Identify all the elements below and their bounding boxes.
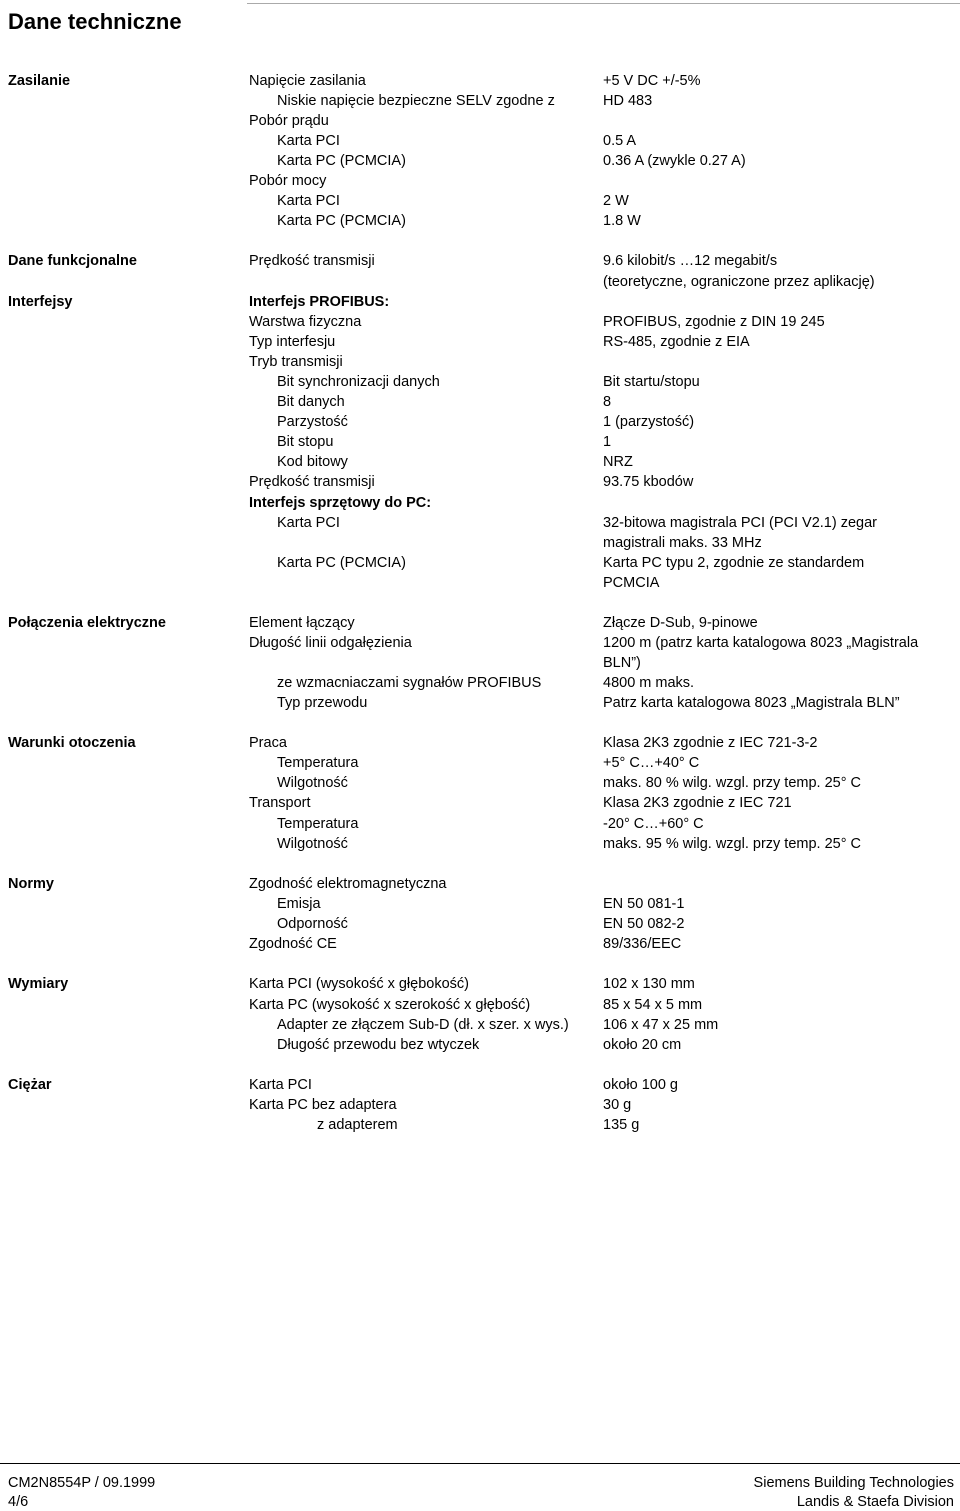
spec-row [0,312,960,332]
spec-row [0,693,960,713]
spec-value: 30 g [603,1097,632,1113]
spec-row [0,272,960,292]
spec-label: Karta PC (wysokość x szerokość x głębość) [249,997,531,1013]
spec-value: EN 50 081-1 [603,896,685,912]
spec-label: Karta PC (PCMCIA) [277,555,406,571]
spec-label: Parzystość [277,414,348,430]
section-wymiary: Wymiary [8,976,69,992]
spec-label: z adapterem [317,1117,398,1133]
spec-label: Tryb transmisji [249,354,343,370]
spec-row [0,753,960,773]
spec-value: -20° C…+60° C [603,816,704,832]
spec-value: 4800 m maks. [603,675,695,691]
spec-row [0,914,960,934]
spec-label: Karta PCI [277,193,340,209]
spec-label: Element łączący [249,615,355,631]
spec-row [0,211,960,231]
spec-value: 1200 m (patrz karta katalogowa 8023 „Magistrala [603,635,919,651]
spec-value: RS-485, zgodnie z EIA [603,334,750,350]
spec-value: EN 50 082-2 [603,916,685,932]
spec-label: Kod bitowy [277,454,348,470]
spec-row [0,814,960,834]
spec-value: Złącze D-Sub, 9-pinowe [603,615,758,631]
spec-row [0,392,960,412]
spec-row [0,573,960,593]
spec-row [0,995,960,1015]
spec-label: Prędkość transmisji [249,253,375,269]
spec-value: 102 x 130 mm [603,976,695,992]
spec-value: maks. 95 % wilg. wzgl. przy temp. 25° C [603,836,862,852]
spec-row [0,372,960,392]
spec-row [0,834,960,854]
spec-label: Wilgotność [277,836,348,852]
spec-value: magistrali maks. 33 MHz [603,535,762,551]
spec-row [0,171,960,191]
spec-value: około 100 g [603,1077,678,1093]
section-warunki: Warunki otoczenia [8,735,136,751]
spec-row [0,974,960,994]
spec-row [0,1075,960,1095]
spec-row [0,1015,960,1035]
spec-row [0,894,960,914]
spec-label: Odporność [277,916,348,932]
spec-value: HD 483 [603,93,653,109]
spec-label: Typ przewodu [277,695,368,711]
spec-row [0,653,960,673]
spec-label: ze wzmacniaczami sygnałów PROFIBUS [277,675,542,691]
spec-value: +5° C…+40° C [603,755,700,771]
spec-row [0,733,960,753]
spec-value: 89/336/EEC [603,936,682,952]
spec-value: BLN”) [603,655,641,671]
spec-row [0,412,960,432]
spec-value: 0.5 A [603,133,637,149]
spec-value: Patrz karta katalogowa 8023 „Magistrala BLN” [603,695,900,711]
spec-label: Karta PC (PCMCIA) [277,213,406,229]
page-title: Dane techniczne [8,9,182,34]
top-rule [247,3,960,4]
spec-row [0,352,960,372]
spec-label: Warstwa fizyczna [249,314,362,330]
spec-value: +5 V DC +/-5% [603,73,701,89]
spec-row [0,613,960,633]
footer-company: Siemens Building Technologies [753,1475,954,1491]
spec-row [0,513,960,533]
spec-label: Karta PC (PCMCIA) [277,153,406,169]
spec-label: Karta PCI [249,1077,312,1093]
spec-label: Interfejs PROFIBUS: [249,294,390,310]
section-interfejsy: Interfejsy [8,294,73,310]
spec-label: Długość linii odgałęzienia [249,635,412,651]
spec-row [0,111,960,131]
spec-row [0,874,960,894]
spec-value: 9.6 kilobit/s …12 megabit/s [603,253,778,269]
spec-value: 85 x 54 x 5 mm [603,997,703,1013]
spec-label: Bit synchronizacji danych [277,374,440,390]
section-dane-funkcjonalne: Dane funkcjonalne [8,253,137,269]
spec-label: Wilgotność [277,775,348,791]
spec-value: maks. 80 % wilg. wzgl. przy temp. 25° C [603,775,862,791]
spec-value: Klasa 2K3 zgodnie z IEC 721-3-2 [603,735,818,751]
spec-label: Niskie napięcie bezpieczne SELV zgodne z [277,93,555,109]
spec-value: 2 W [603,193,629,209]
spec-label: Transport [249,795,311,811]
spec-label: Zgodność elektromagnetyczna [249,876,447,892]
spec-label: Napięcie zasilania [249,73,366,89]
spec-row [0,91,960,111]
spec-row [0,553,960,573]
section-polaczenia: Połączenia elektryczne [8,615,166,631]
spec-value: 0.36 A (zwykle 0.27 A) [603,153,746,169]
spec-row [0,1035,960,1055]
spec-value: 1 (parzystość) [603,414,695,430]
spec-row [0,472,960,492]
spec-row [0,191,960,211]
spec-label: Prędkość transmisji [249,474,375,490]
section-ciezar: Ciężar [8,1077,52,1093]
spec-value: 32-bitowa magistrala PCI (PCI V2.1) zegar [603,515,877,531]
spec-label: Typ interfesju [249,334,336,350]
spec-label: Emisja [277,896,321,912]
spec-label: Praca [249,735,287,751]
spec-label: Pobór mocy [249,173,327,189]
spec-row [0,251,960,271]
spec-value: NRZ [603,454,633,470]
spec-value: 93.75 kbodów [603,474,694,490]
spec-row [0,1095,960,1115]
spec-row [0,493,960,513]
spec-label: Zgodność CE [249,936,337,952]
spec-value: 1.8 W [603,213,641,229]
spec-label: Pobór prądu [249,113,329,129]
spec-label: Karta PC bez adaptera [249,1097,397,1113]
spec-label: Interfejs sprzętowy do PC: [249,495,432,511]
spec-row [0,292,960,312]
spec-label: Karta PCI (wysokość x głębokość) [249,976,469,992]
spec-value: około 20 cm [603,1037,682,1053]
spec-value: 1 [603,434,612,450]
spec-row [0,533,960,553]
spec-label: Karta PCI [277,133,340,149]
spec-label: Karta PCI [277,515,340,531]
footer-doc-id: CM2N8554P / 09.1999 [8,1475,156,1491]
spec-row [0,793,960,813]
spec-row [0,71,960,91]
spec-row [0,1115,960,1135]
spec-value: Bit startu/stopu [603,374,700,390]
spec-label: Temperatura [277,816,359,832]
spec-value: PCMCIA [603,575,660,591]
spec-row [0,131,960,151]
spec-label: Długość przewodu bez wtyczek [277,1037,480,1053]
footer-division: Landis & Staefa Division [796,1494,954,1510]
spec-row [0,934,960,954]
spec-value: 135 g [603,1117,640,1133]
footer-rule [0,1463,960,1464]
spec-label: Bit stopu [277,434,334,450]
spec-label: Adapter ze złączem Sub-D (dł. x szer. x wys.) [277,1017,569,1033]
spec-value: Klasa 2K3 zgodnie z IEC 721 [603,795,792,811]
footer-page-number: 4/6 [8,1494,29,1510]
spec-value: PROFIBUS, zgodnie z DIN 19 245 [603,314,825,330]
spec-row [0,432,960,452]
section-zasilanie: Zasilanie [8,73,71,89]
spec-label: Temperatura [277,755,359,771]
spec-row [0,633,960,653]
spec-value: 8 [603,394,612,410]
section-normy: Normy [8,876,54,892]
spec-value: (teoretyczne, ograniczone przez aplikację) [603,274,875,290]
spec-label: Bit danych [277,394,345,410]
spec-row [0,332,960,352]
spec-value: Karta PC typu 2, zgodnie ze standardem [603,555,865,571]
spec-value: 106 x 47 x 25 mm [603,1017,719,1033]
spec-row [0,773,960,793]
spec-row [0,452,960,472]
spec-row [0,151,960,171]
spec-row [0,673,960,693]
